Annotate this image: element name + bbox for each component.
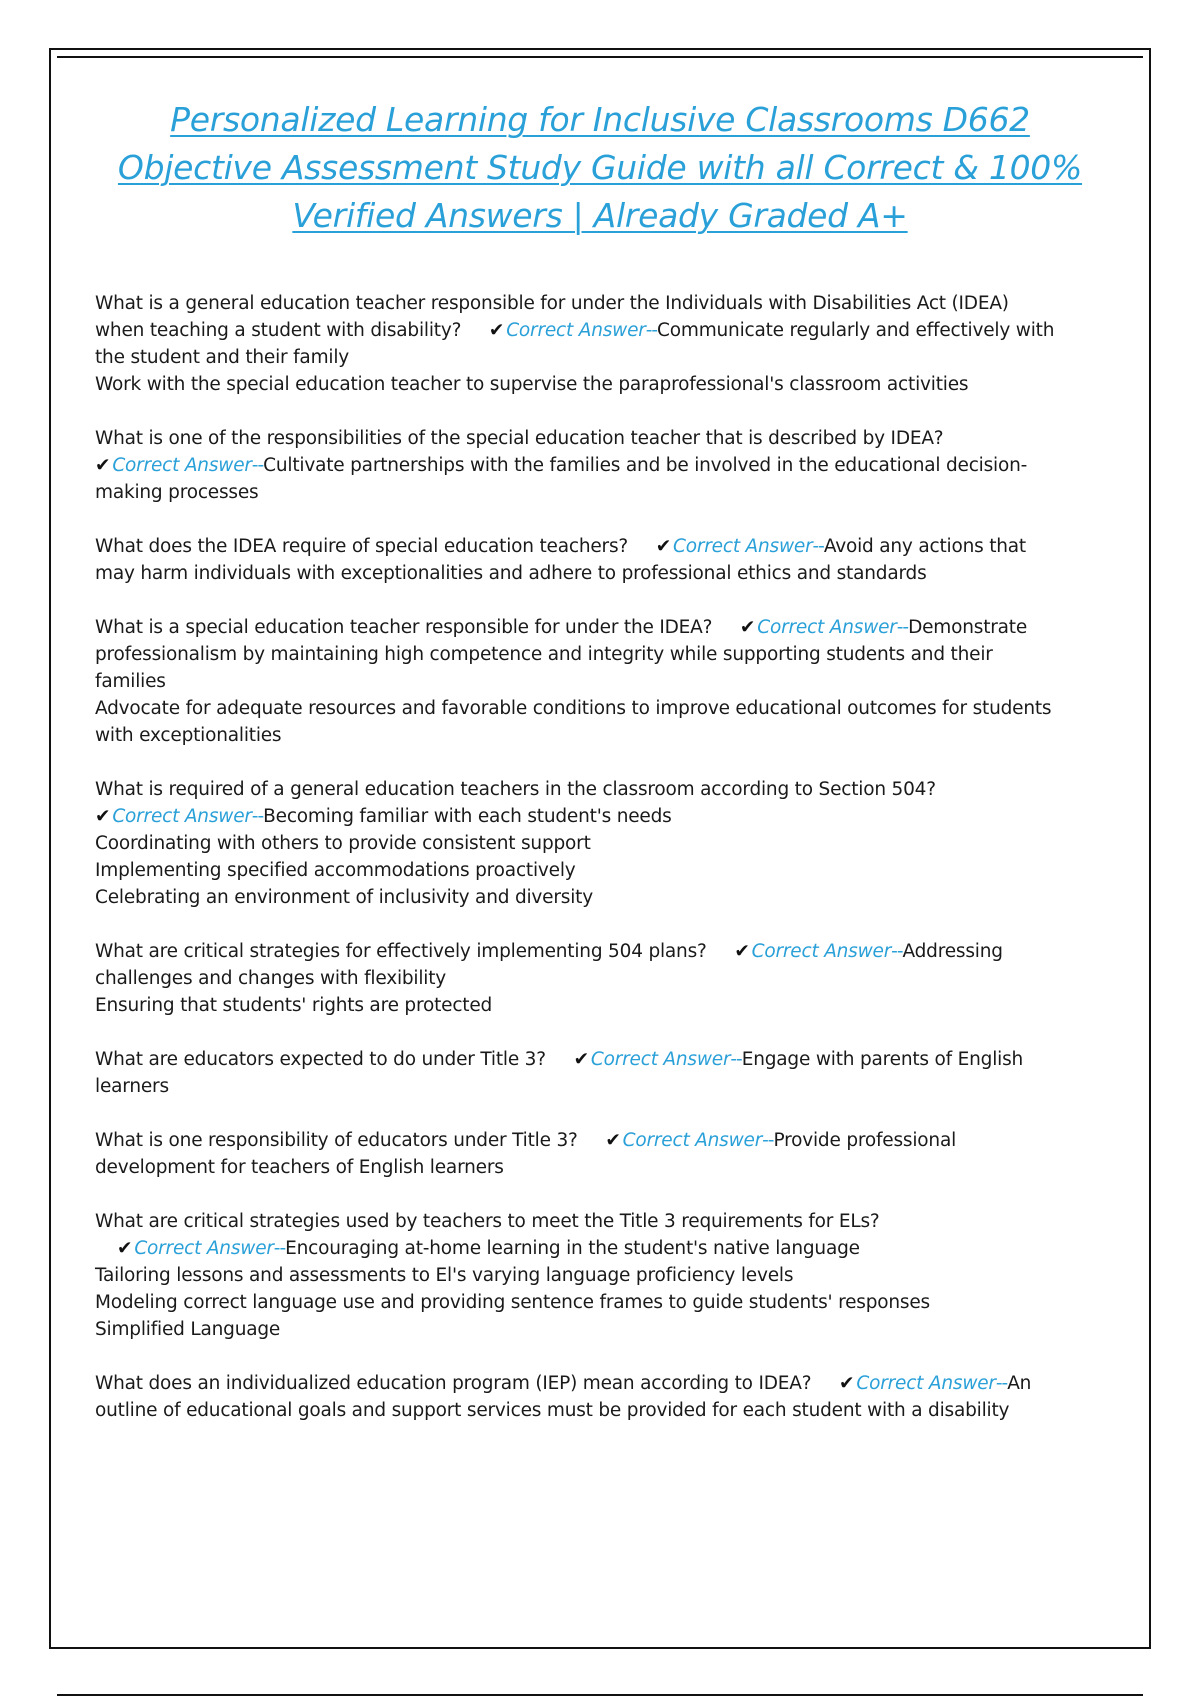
correct-answer-label: Correct Answer [856, 1373, 996, 1394]
correct-answer-label: Correct Answer [751, 941, 892, 962]
correct-answer-marker [95, 455, 263, 476]
answer-text: Engage with parents of English learners [95, 1049, 1024, 1097]
correct-answer-marker [583, 1130, 773, 1151]
correct-answer-marker [718, 617, 908, 638]
checkmark-icon: ✔ [605, 1130, 621, 1151]
question-text: What is one responsibility of educators under Title 3? [95, 1130, 578, 1151]
qa-item [95, 1208, 1055, 1343]
answer-text: Addressing challenges and changes with flexibility [95, 941, 1003, 989]
checkmark-icon: ✔ [839, 1373, 855, 1394]
qa-item [95, 1046, 1055, 1100]
checkmark-icon: ✔ [734, 941, 750, 962]
answer-text: Cultivate partnerships with the families and be involved in the educational decision-making processes [95, 455, 1028, 503]
question-text: What is a special education teacher responsible for under the IDEA? [95, 617, 713, 638]
answer-text: Becoming familiar with each student's needs [263, 806, 672, 827]
question-text: What are critical strategies used by teachers to meet the Title 3 requirements for ELs? [95, 1211, 880, 1232]
qa-item [95, 533, 1055, 587]
qa-item [95, 776, 1055, 911]
answer-text-line: Simplified Language [95, 1319, 281, 1340]
correct-answer-label: Correct Answer [590, 1049, 731, 1070]
answer-text: Communicate regularly and effectively with the student and their family [95, 320, 1055, 368]
qa-item [95, 1127, 1055, 1181]
qa-list [95, 290, 1055, 1451]
answer-dash: -- [762, 1130, 774, 1151]
correct-answer-marker [552, 1049, 742, 1070]
answer-text: Demonstrate professionalism by maintaining high competence and integrity while supporting students and their families [95, 617, 1028, 692]
answer-dash: -- [891, 941, 903, 962]
correct-answer-label: Correct Answer [112, 455, 252, 476]
question-text: What does an individualized education program (IEP) mean according to IDEA? [95, 1373, 812, 1394]
correct-answer-marker [634, 536, 824, 557]
correct-answer-label: Correct Answer [673, 536, 813, 557]
correct-answer-label: Correct Answer [134, 1238, 274, 1259]
checkmark-icon: ✔ [95, 806, 111, 827]
answer-dash: -- [812, 536, 824, 557]
answer-dash: -- [896, 617, 909, 638]
answer-text-line: Modeling correct language use and providing sentence frames to guide students' responses [95, 1292, 930, 1313]
checkmark-icon: ✔ [95, 455, 111, 476]
question-text: What is required of a general education teachers in the classroom according to Section 504? [95, 779, 936, 800]
qa-item [95, 425, 1055, 506]
correct-answer-marker [95, 806, 263, 827]
question-text: What is a general education teacher responsible for under the Individuals with Disabilities Act (IDEA) when teaching a student with disability? [95, 293, 1009, 341]
answer-dash: -- [645, 320, 658, 341]
correct-answer-marker [817, 1373, 1007, 1394]
correct-answer-marker [712, 941, 902, 962]
correct-answer-marker [95, 1238, 285, 1259]
answer-text: An outline of educational goals and support services must be provided for each student with a disability [95, 1373, 1032, 1421]
checkmark-icon: ✔ [117, 1238, 133, 1259]
answer-text-line: Work with the special education teacher to supervise the paraprofessional's classroom activities [95, 374, 969, 395]
answer-text-line: Tailoring lessons and assessments to El's varying language proficiency levels [95, 1265, 794, 1286]
answer-dash: -- [251, 806, 264, 827]
checkmark-icon: ✔ [573, 1049, 589, 1070]
qa-item [95, 290, 1055, 398]
correct-answer-label: Correct Answer [112, 806, 252, 827]
answer-text: Encouraging at-home learning in the student's native language [285, 1238, 860, 1259]
question-text: What does the IDEA require of special education teachers? [95, 536, 629, 557]
answer-text-line: Ensuring that students' rights are protected [95, 995, 493, 1016]
answer-dash: -- [730, 1049, 742, 1070]
bottom-rule [57, 1694, 1143, 1696]
answer-text-line: Implementing specified accommodations proactively [95, 860, 576, 881]
correct-answer-label: Correct Answer [506, 320, 646, 341]
answer-text-line: Advocate for adequate resources and favorable conditions to improve educational outcomes for students with exceptionalities [95, 698, 1052, 746]
question-text: What is one of the responsibilities of the special education teacher that is described by IDEA? [95, 428, 944, 449]
checkmark-icon: ✔ [655, 536, 672, 557]
correct-answer-marker [467, 320, 657, 341]
qa-item [95, 1370, 1055, 1424]
answer-dash: -- [995, 1373, 1008, 1394]
checkmark-icon: ✔ [739, 617, 756, 638]
correct-answer-label: Correct Answer [757, 617, 897, 638]
qa-item [95, 938, 1055, 1019]
question-text: What are educators expected to do under Title 3? [95, 1049, 546, 1070]
question-text: What are critical strategies for effectively implementing 504 plans? [95, 941, 707, 962]
answer-text-line: Celebrating an environment of inclusivity and diversity [95, 887, 593, 908]
correct-answer-label: Correct Answer [622, 1130, 763, 1151]
answer-text: Avoid any actions that may harm individuals with exceptionalities and adhere to professional ethics and standards [95, 536, 1026, 584]
frame-top-rule [57, 56, 1143, 58]
document-title[interactable]: Personalized Learning for Inclusive Classrooms D662 Objective Assessment Study Guide with all Correct & 100% Verified Answers | Already Graded A+ [117, 100, 1083, 235]
answer-dash: -- [251, 455, 264, 476]
qa-item [95, 614, 1055, 749]
answer-text-line: Coordinating with others to provide consistent support [95, 833, 591, 854]
answer-dash: -- [273, 1238, 286, 1259]
checkmark-icon: ✔ [488, 320, 505, 341]
answer-text: Provide professional development for teachers of English learners [95, 1130, 957, 1178]
